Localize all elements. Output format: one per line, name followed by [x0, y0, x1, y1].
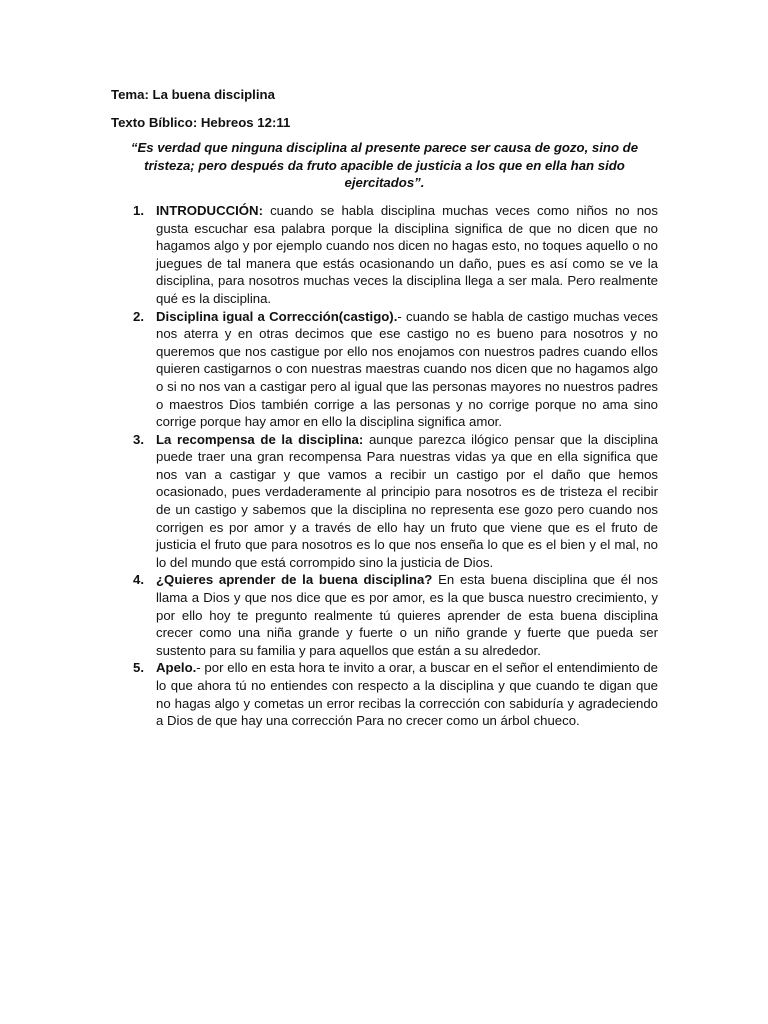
list-item-number: 4.	[133, 572, 144, 588]
list-item	[111, 308, 658, 431]
list-item-title: Disciplina igual a Corrección(castigo).	[156, 308, 398, 324]
list-item	[111, 202, 658, 308]
list-item-body: - por ello en esta hora te invito a orar, a buscar en el señor el entendimiento de lo que ahora tú no entiendes con respecto a la disciplina y que cuando te digan que no hagas algo y cometas un error recibas la corrección con sabiduría y agradeciendo a Dios de que hay una corrección Para no crecer como un árbol chueco.	[156, 660, 658, 729]
list-item-number: 5.	[133, 660, 144, 676]
list-item-title: Apelo.	[156, 660, 197, 676]
bible-quote: “Es verdad que ninguna disciplina al presente parece ser causa de gozo, sino de tristeza; pero después da fruto apacible de justicia a los que en ella han sido ejercitados”.	[130, 140, 639, 191]
list-item-title: INTRODUCCIÓN:	[156, 202, 263, 218]
list-item-body: - cuando se habla de castigo muchas veces nos aterra y en otras decimos que ese castigo no es bueno para nosotros y no queremos que nos castigue por ello nos enojamos con nuestros padres cuando ellos quieren castigarnos o con nuestras maestras cuando nos dicen que no hagamos algo o si no nos van a castigar pero al igual que las personas mayores no nuestros padres o maestros Dios también corrige a las personas y no corrige porque no ama sino corrige porque hay amor en ello la disciplina significa amor.	[156, 308, 658, 430]
list-item-body: aunque parezca ilógico pensar que la disciplina puede traer una gran recompensa Para nuestras vidas ya que en ella significa que nos van a castigar y que vamos a recibir un castigo por el daño que hemos ocasionado, pues verdaderamente al principio para nosotros es de tristeza el recibir de un castigo y sabemos que la disciplina no representa ese gozo pero cuando nos corrigen es por amor y a través de ello hay un fruto que viene que es el fruto de justicia el fruto que para nosotros es lo que nos enseña lo que es el bien y el mal, no lo del mundo que está corrompido sino la justicia de Dios.	[156, 431, 658, 570]
list-item-number: 2.	[133, 308, 144, 324]
document-content	[111, 86, 658, 730]
list-item-title: ¿Quieres aprender de la buena disciplina?	[156, 572, 433, 588]
list-item	[111, 571, 658, 659]
list-item-body: En esta buena disciplina que él nos llama a Dios y que nos dice que es por amor, es la que busca nuestro crecimiento, y por ello hoy te pregunto realmente tú quieres aprender de esta buena disciplina crecer como una niña grande y fuerte o un niño grande y fuerte que pueda ser sustento para su familia y para aquellos que están a su alrededor.	[156, 572, 658, 658]
list-item-title: La recompensa de la disciplina:	[156, 431, 364, 447]
list-item	[111, 431, 658, 572]
topic-heading: Tema: La buena disciplina	[111, 87, 275, 102]
points-list	[111, 202, 658, 730]
list-item-number: 1.	[133, 202, 144, 218]
list-item	[111, 659, 658, 729]
bible-text-heading: Texto Bíblico: Hebreos 12:11	[111, 114, 291, 130]
list-item-number: 3.	[133, 431, 144, 447]
list-item-body: cuando se habla disciplina muchas veces como niños no nos gusta escuchar esa palabra porque la disciplina significa de que no dicen que no hagamos algo y por ejemplo cuando nos dicen no hagas esto, no toques aquello o no juegues de tal manera que estás ocasionando un daño, pues es así como se ve la disciplina, para nosotros muchas veces la disciplina llega a ser mala. Pero realmente qué es la disciplina.	[156, 202, 658, 306]
